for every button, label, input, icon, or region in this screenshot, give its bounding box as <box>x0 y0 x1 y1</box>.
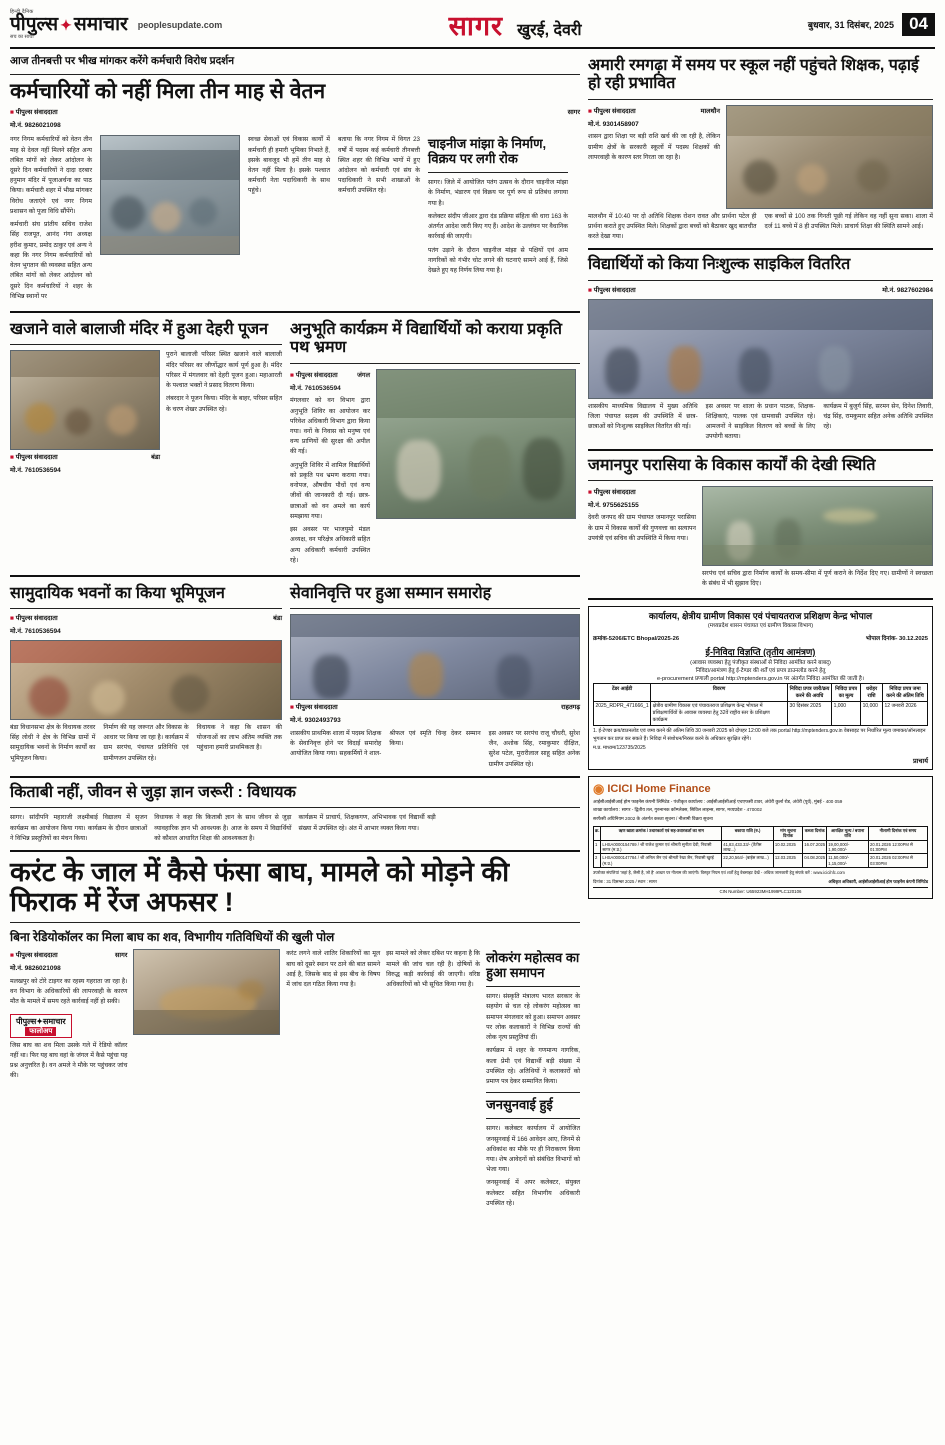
lead-kicker: आज तीनबत्ती पर भीख मांगकर करेंगे कर्मचारी विरोध प्रदर्शन <box>10 55 235 67</box>
jamanapur-story <box>588 457 933 593</box>
paragraph: एक बच्चों से 100 तक गिनती पूछी गई लेकिन वह नहीं सुना सका। शाला में दर्ज 11 बच्चे में 8 ही उपस्थित मिले। प्राचार्य शिक्षा की स्थिति सामने आई। <box>764 212 933 231</box>
page-number: 04 <box>902 13 935 35</box>
byline-location: सागर <box>567 108 580 116</box>
byline-name: पीपुल्स संवाददाता <box>295 704 338 712</box>
masthead-right <box>808 13 935 35</box>
paragraph: स्वच्छ सेवाओं एवं विकास कार्यों में कर्मचारी ही हमारी भूमिका निभाते हैं, इसके बावजूद भी हमें तीन माह से वेतन नहीं मिला है। इसके पश्चात कर्मचारी नेता पदाधिकारी के साथ पहुंचे। <box>248 136 330 195</box>
samman-story <box>290 583 580 770</box>
bullet-icon: ■ <box>10 952 14 960</box>
amari-phone: मो.नं. 9301458907 <box>588 120 639 128</box>
bottom-lead-story <box>10 858 580 1212</box>
paragraph: सागर। संस्कृति मंत्रालय भारत सरकार के सहयोग से चल रहे लोकरंग महोत्सव का समापन मंगलवार को हुआ। समापन अवसर पर लोक कलाकारों ने विभिन्न राज्यों की लोक नृत्य प्रस्तुतियां दीं। <box>486 993 581 1042</box>
star-icon: ✦ <box>60 16 72 33</box>
icici-cin: CIN Number: U65923MH1999PLC120106 <box>593 887 928 894</box>
icici-brand-row <box>593 781 928 797</box>
newspaper-logo <box>10 9 128 40</box>
cell-possession-date: 16.07.2025 <box>803 840 827 854</box>
edition-city: सागर <box>448 11 504 41</box>
paragraph: शासकीय प्राथमिक शाला में पदस्थ शिक्षक के सेवानिवृत्त होने पर विदाई समारोह आयोजित किया गया। सहकर्मियों ने शाल-श्रीफल एवं स्मृति चिन्ह देकर सम्मान किया। <box>290 729 481 758</box>
vidhayak-body <box>10 813 580 844</box>
table-header-row <box>594 826 928 840</box>
paragraph: जनसुनवाई में अपर कलेक्टर, संयुक्त कलेक्टर सहित विभागीय अधिकारी उपस्थित रहे। <box>486 1179 581 1207</box>
icici-date-place: दिनांक : 31 दिसम्बर 2025 / स्थान : सागर <box>593 878 657 884</box>
paragraph: पतंग उड़ाने के दौरान चाइनीज मांझा से पक्षियों एवं आम नागरिकों को गंभीर चोट लगने की घटनाएं सामने आई हैं, जिसे देखते हुए यह निर्णय लिया गया है। <box>428 246 568 275</box>
balaji-headline: खजाने वाले बालाजी मंदिर में हुआ देहरी पूजन <box>10 321 268 339</box>
cell-deposit: 10,000 <box>861 701 883 725</box>
paragraph: मालथौन में 10:40 पर दो अतिथि शिक्षक रोशन रावत और प्रार्थना पटेल ही प्रार्थना कराते हुए उपस्थित मिले। शिक्षकों द्वारा बच्चों को बैठाकर खुद बातचीत करते देखा गया। <box>588 212 757 241</box>
icici-sign-row <box>593 877 928 885</box>
cycle-headline: विद्यार्थियों को किया निःशुल्क साइकिल वितरित <box>588 256 851 274</box>
website-url[interactable]: peoplesupdate.com <box>137 19 223 30</box>
jamanapur-headline: जमानपुर परासिया के विकास कार्यों की देखी स्थिति <box>588 456 876 474</box>
th-possession-date: कब्जा दिनांक <box>803 826 827 840</box>
bullet-icon: ■ <box>290 704 294 712</box>
byline-name: पीपुल्स संवाददाता <box>593 488 636 496</box>
tender-ref-row <box>593 634 928 642</box>
th-price: निविदा प्रपत्र का मूल्य <box>832 684 861 702</box>
paragraph: इस अवसर पर शाला के प्रधान पाठक, शिक्षक-शिक्षिकाएं, पालक एवं ग्रामवासी उपस्थित रहे। आमजनों ने साइकिल वितरण को बच्चों के लिए उपयोगी बताया। <box>705 402 816 441</box>
left-section <box>10 55 580 1212</box>
paragraph: करंट लगने वाले शातिर शिकारियों का मूल बाघ को दूसरे स्थान पर ठाने की बात सामने आई है, जिसके बाद से इस बीच के विषय में जांच दल गठित किया गया है। <box>286 950 381 989</box>
third-row <box>10 583 580 770</box>
manjha-body <box>428 178 568 276</box>
samman-headline: सेवानिवृत्ति पर हुआ सम्मान समारोह <box>290 585 492 603</box>
cell-sr: 1 <box>594 840 601 854</box>
balaji-story <box>10 319 282 569</box>
samman-photo <box>290 614 580 700</box>
amari-photo-wrap <box>726 105 933 209</box>
balaji-phone: मो.नं. 7610536594 <box>10 467 61 475</box>
th-sr: क्र. <box>594 826 601 840</box>
tender-sub3: e-procurement प्रणाली portal http://mptenders.gov.in पर अंतर्गत निविदा आमंत्रित की जाती है। <box>657 675 864 682</box>
tender-title: ई-निविदा विज्ञप्ति (तृतीय आमंत्रण) <box>705 646 816 657</box>
edition-title <box>232 6 798 43</box>
byline-phone: मो.नं. 9827602984 <box>882 286 933 294</box>
anubhuti-story <box>290 319 580 569</box>
tender-note-1: 1. ई-टेण्डर क्रय/डाउनलोड एवं जमा करने की अंतिम तिथि 30 जनवरी 2025 को दोपहर 12:00 बजे तक portal http://mptenders.gov.in वेबसाइट पर निर्धारित मूल्य जमाकर/ऑनलाइन भुगतान कर प्राप्त कर सकते हैं। निविदा में संशोधन/निरस्त करने के अधिकार सुरक्षित रहेंगे। <box>593 728 926 742</box>
th-last-date: निविदा प्रपत्र जमा करने की अंतिम तिथि <box>883 684 928 702</box>
vidhayak-headline: किताबी नहीं, जीवन से जुड़ा ज्ञान जरूरी : विधायक <box>10 783 296 801</box>
byline-name: पीपुल्स संवाददाता <box>593 286 636 294</box>
paragraph: इस अवसर पर सरपंच राजू चौधरी, सुरेश जैन, अशोक सिंह, रमाकुमार दीक्षित, सुरेश पटेल, मुरारीलाल साहू सहित अनेक ग्रामीण उपस्थित रहे। <box>488 729 580 768</box>
byline-location: मालथौन <box>700 107 720 115</box>
tiger-photo <box>133 949 280 1035</box>
logo-tagline-bottom: सच का साथी <box>10 34 34 40</box>
paragraph: कर्मचारी संघ प्रांतीय सचिव राजेश सिंह राजपूत, आनंद गंगा अध्यक्ष हरीश कुमार, प्रमोद ठाकुर एवं अन्य ने कहा कि नगर निगम कर्मचारियों को वेतन भुगतान की व्यवस्था सहित अन्य लंबित मांगों को लेकर आंदोलन को दूसरे दिन कर्मचारियों ने शहर के विभिन्न स्थानों पर <box>10 221 92 300</box>
icici-brand-name: ICICI Home Finance <box>607 782 711 795</box>
paragraph: निर्माण की यह जरूरत और विकास के आधार पर किया जा रहा है। कार्यक्रम में ग्राम सरपंच, पंचायत प्रतिनिधि एवं ग्रामीणजन उपस्थित रहे। <box>103 723 189 762</box>
byline-location: जंगल <box>357 371 370 379</box>
lead-byline <box>10 108 580 118</box>
page-body <box>10 55 935 1212</box>
cycle-byline <box>588 286 933 296</box>
amari-body <box>588 212 933 243</box>
cell-demand-date: 12.03.2025 <box>773 854 802 868</box>
bhumipujan-photo <box>10 640 282 720</box>
bullet-icon: ■ <box>588 107 592 115</box>
paragraph: अनुभूति शिविर में शामिल विद्यार्थियों को प्रकृति पथ भ्रमण कराया गया। वनोपज, औषधीय पौधों एवं वन्य जीवों की जानकारी दी गई। छात्र-छात्राओं को वन अमले का कार्य समझाया गया। <box>290 461 370 520</box>
jamanapur-photo-wrap <box>702 486 933 592</box>
balaji-photo-wrap <box>10 350 160 479</box>
bottom-lead-phone: मो.नं. 9826021098 <box>10 965 61 973</box>
paragraph: बंडा विधानसभा क्षेत्र के विधायक तरवर सिंह लोधी ने क्षेत्र के विभिन्न ग्रामों में सामुदायिक भवनों के निर्माण कार्यों का भूमिपूजन किया। <box>10 723 96 762</box>
lokparv-body <box>486 992 580 1087</box>
tender-advertisement <box>588 606 933 769</box>
right-section <box>588 55 933 1212</box>
cell-demand-date: 10.02.2025 <box>773 840 802 854</box>
logo-tagline-top: हिन्दी दैनिक <box>10 9 34 15</box>
anubhuti-photo <box>376 369 576 519</box>
icici-head-2: शाखा कार्यालय : सागर - द्वितीय तल, गुरुनानक कॉम्प्लेक्स, सिविल लाइन्स, सागर, मध्यप्रदेश - 470002 <box>593 807 762 813</box>
lead-col-2 <box>248 135 330 305</box>
th-account: ऋण खाता क्रमांक / उधारकर्ता एवं सह-उधारकर्ता का नाम <box>601 826 722 840</box>
second-row <box>10 319 580 569</box>
bottom-lead-col-1b <box>10 1041 127 1082</box>
byline-name: पीपुल्स संवाददाता <box>15 952 58 960</box>
tender-signature: प्राचार्य <box>913 757 928 765</box>
cell-outstanding: 41,83,433.33/- (तैतीस लाख...) <box>722 840 774 854</box>
samman-body <box>290 729 580 770</box>
paragraph: शासन द्वारा शिक्षा पर बड़ी राशि खर्च की जा रही है, लेकिन ग्रामीण क्षेत्रों के सरकारी स्कूलों में पदस्थ शिक्षकों की लापरवाही के कारण स्तर गिरता जा रहा है। <box>588 133 720 161</box>
anubhuti-phone: मो.नं. 7610536594 <box>290 384 341 392</box>
paragraph: विधायक ने कहा कि शासन की योजनाओं का लाभ अंतिम व्यक्ति तक पहुंचाना हमारी प्राथमिकता है। <box>196 723 282 752</box>
cell-description: क्षेत्रीय ग्रामीण विकास एवं पंचायतराज प्रशिक्षण केन्द्र भोपाल में प्रशिक्षणार्थियों के आवास व्यवस्था हेतु 32वें राष्ट्रीय स्तर के प्रशिक्षण कार्यक्रम <box>651 701 788 725</box>
balaji-body <box>166 350 282 479</box>
byline-name: पीपुल्स संवाददाता <box>15 108 58 116</box>
tender-date: भोपाल दिनांक- 30.12.2025 <box>865 635 928 642</box>
tiger-photo-wrap <box>133 949 280 1212</box>
byline-location: बंडा <box>151 454 160 462</box>
icici-table <box>593 826 928 869</box>
bhumipujan-headline: सामुदायिक भवनों का किया भूमिपूजन <box>10 585 225 603</box>
amari-headline: अमारी रमगढ़ा में समय पर स्कूल नहीं पहुंचते शिक्षक, पढ़ाई हो रही प्रभावित <box>588 57 919 93</box>
tender-table <box>593 683 928 726</box>
jamanapur-phone: मो.नं. 9755625155 <box>588 501 639 509</box>
jamanapur-col-1 <box>588 513 696 544</box>
paragraph: मलखपुर को टोरे टाइगर का रहस्य गहराता जा रहा है। वन विभाग के अधिकारियों की लापरवाही के कारण मौत के मामले में समय रहते कार्रवाई नहीं हो सकी। <box>10 977 128 1006</box>
amari-photo <box>726 105 933 209</box>
anubhuti-content <box>290 369 580 569</box>
samman-phone: मो.नं. 9302493793 <box>290 717 341 725</box>
th-tender-id: टेंडर आईडी <box>594 684 651 702</box>
cell-reserve-price: 19,00,000/- 1,90,000/- <box>827 840 869 854</box>
icici-authorised-officer: अधिकृत अधिकारी, आईसीआईसीआई होम फाइनेंस कंपनी लिमिटेड <box>828 878 928 884</box>
icici-footer-note: उपरोक्त संपत्तियां 'जहां है, जैसी है, जो है' आधार पर नीलाम की जाएंगी। विस्तृत नियम एवं शर्तों हेतु वेबसाइट देखें - अधिक जानकारी हेतु संपर्क करें : www.icicihfc.com <box>593 870 845 876</box>
amari-col-1 <box>588 132 720 163</box>
paragraph: इस मामले को लेकर दबिश पर कहना है कि मामले की जांच चल रही है। दोषियों के विरुद्ध कड़ी कार्रवाई की जाएगी। वरिष्ठ अधिकारियों को भी सूचित किया गया है। <box>386 950 481 989</box>
th-outstanding: बकाया राशि (रु.) <box>722 826 774 840</box>
cell-tender-id: 2025_RDPR_471666_1 <box>594 701 651 725</box>
anubhuti-headline: अनुभूति कार्यक्रम में विद्यार्थियों को कराया प्रकृति पथ भ्रमण <box>290 321 562 357</box>
icici-logo-icon: ◉ <box>593 780 605 796</box>
bhumipujan-byline <box>10 614 282 624</box>
lead-body-wrap <box>10 135 580 305</box>
bottom-lead-byline <box>10 951 127 961</box>
paragraph: जिस बाघ का शव मिला उसके गले में रेडियो कॉलर नहीं था। फिर यह बाघ वहां के जंगल में कैसे पहुंचा यह प्रश्न अनुत्तरित है। वन अमले ने मौके पर पहुंचकर जांच की। <box>10 1041 128 1080</box>
byline-name: पीपुल्स संवाददाता <box>295 371 338 379</box>
bottom-lead-col-2 <box>286 949 380 1212</box>
paragraph: सागर। जिले में आयोजित पतंग उत्सव के दौरान चाइनीज मांझा के निर्माण, भंडारण एवं विक्रय पर पूर्ण रूप से प्रतिबंध लगाया गया है। <box>428 179 568 207</box>
bottom-lead-headline: करंट के जाल में कैसे फंसा बाघ, मामले को मोड़ने की फिराक में रेंज अफसर ! <box>10 856 510 917</box>
janshunwai-body <box>486 1124 580 1209</box>
th-auction-date: नीलामी दिनांक एवं समय <box>869 826 928 840</box>
paragraph: नगर निगम कर्मचारियों को वेतन तीन माह से देवल नहीं मिलने सहित अन्य लंबित मांगों को लेकर आंदोलन के दूसरे दिन कर्मचारियों ने दादा दरबार हनुमान मंदिर में पूजाअर्चना का पाठ किया। कर्मचारी शहर में भीख मांगकर विरोध जताएंगे एवं नगर निगम प्रशासन को पूजा विधि सौंपेंगे। <box>10 136 92 215</box>
paragraph: पुराने बालाजी परिसर स्थित खजाने वाले बालाजी मंदिर परिसर का जीर्णोद्धार कार्य पूर्ण हुआ है। मंदिर परिसर में मंगलवार को देहरी पूजन हुआ। महाआरती के पश्चात भक्तों ने प्रसाद वितरण किया। <box>166 351 282 390</box>
samman-byline <box>290 703 580 713</box>
stamp-brand: पीपुल्स✦समाचार <box>16 1016 66 1026</box>
paragraph: कलेक्टर संदीप जीआर द्वारा दंड प्रक्रिया संहिता की धारा 163 के अंतर्गत आदेश जारी किए गए हैं। आदेश के उल्लंघन पर वैधानिक कार्रवाई की जाएगी। <box>428 212 568 241</box>
cell-auction-date: 20.01.2026 12:00PM से 01:00PM <box>869 840 928 854</box>
lokparv-headline: लोकरंग महोत्सव का हुआ समापन <box>486 950 580 981</box>
bottom-lead-subhead: बिना रेडियोकॉलर का मिला बाघ का शव, विभागीय गतिविधियों की खुली पोल <box>10 930 335 945</box>
balaji-byline <box>10 453 160 463</box>
masthead <box>10 6 935 49</box>
bottom-lead-content <box>10 949 580 1212</box>
lead-headline: कर्मचारियों को नहीं मिला तीन माह से वेतन <box>10 79 326 103</box>
paragraph: विधायक ने कहा कि किताबी ज्ञान के साथ जीवन से जुड़ा व्यावहारिक ज्ञान भी आवश्यक है। आज के समय में विद्यार्थियों को कौशल आधारित शिक्षा की आवश्यकता है। <box>154 814 292 842</box>
issue-date: बुधवार, 31 दिसंबर, 2025 <box>807 19 895 30</box>
tender-office-line1: कार्यालय, क्षेत्रीय ग्रामीण विकास एवं पंचायतराज प्रशिक्षण केन्द्र भोपाल <box>648 611 873 622</box>
paragraph: सागर। कलेक्टर कार्यालय में आयोजित जनसुनवाई में 166 आवेदन आए, जिनमें से अधिकांश का मौके पर ही निराकरण किया गया। शेष आवेदनों को संबंधित विभागों को भेजा गया। <box>486 1125 581 1174</box>
logo-wordmark <box>10 15 128 34</box>
cell-auction-date: 20.01.2026 02:00PM से 03:00PM <box>869 854 928 868</box>
tender-sub1: (आवास व्यवस्था हेतु पंजीकृत संस्थाओं से निविदा आमंत्रित करने बाबद्) <box>690 659 831 666</box>
bottom-lead-col-3 <box>386 949 480 1212</box>
cycle-story <box>588 256 933 442</box>
cell-possession-date: 04.08.2025 <box>803 854 827 868</box>
jamanapur-photo <box>702 486 933 566</box>
cell-sr: 2 <box>594 854 601 868</box>
bottom-lead-col-1 <box>10 977 127 1008</box>
balaji-content <box>10 350 282 479</box>
stamp-label: फालोअप <box>25 1027 56 1036</box>
bullet-icon: ■ <box>10 454 14 462</box>
tender-note-2: म.प्र. माध्यम/123735/2025 <box>593 745 646 752</box>
icici-head-1: आईसीआईसीआई होम फाइनेंस कंपनी लिमिटेड - पंजीकृत कार्यालय : आईसीआईसीआई एचएफसी टावर, अंधेरी कुर्ला रोड, अंधेरी (पूर्व), मुंबई - 400 059 <box>593 798 843 804</box>
anubhuti-col-1 <box>290 369 370 569</box>
th-reserve-price: आरक्षित मूल्य / बयाना राशि <box>827 826 869 840</box>
tender-office-line2: (मध्यप्रदेश शासन पंचायत एवं ग्रामीण विकास विभाग) <box>707 623 814 630</box>
bhumipujan-phone: मो.नं. 7610536594 <box>10 628 61 636</box>
th-deposit: धरोहर राशि <box>861 684 883 702</box>
paragraph: कार्यक्रम में बुजुर्ग सिंह, सरमन सेन, दिनेश तिवारी, चंद्र सिंह, रामकुमार सहित अनेक अतिथि उपस्थित रहे। <box>823 402 933 431</box>
janshunwai-headline: जनसुनवाई हुई <box>486 1097 553 1113</box>
cell-account: LHSA0000154789 / श्री राजेश कुमार एवं श्रीमती सुनीता देवी, निवासी सागर (म.प्र.) <box>601 840 722 854</box>
icici-advertisement <box>588 776 933 899</box>
bullet-icon: ■ <box>10 108 14 116</box>
followup-stamp <box>10 1014 72 1038</box>
edition-sub-cities: खुरई, देवरी <box>517 22 582 39</box>
paragraph: देवरी जनपद की ग्राम पंचायत जमानपुर परासिया के ग्राम में विकास कार्यों की गुणवत्ता का सत्यापन उपयंत्री एवं सचिव की उपस्थिति में किया गया। <box>588 514 696 542</box>
bottom-lead-left <box>10 949 127 1212</box>
byline-name: पीपुल्स संवाददाता <box>15 615 58 623</box>
icici-head-3: सरफैसी अधिनियम 2002 के अंतर्गत कब्जा सूचना / नीलामी विक्रय सूचना <box>593 815 713 821</box>
byline-name: पीपुल्स संवाददाता <box>15 454 58 462</box>
paragraph: लंबरदार ने पूजन किया। मंदिर के बाहर, परिसर सहित के चरण शेखर उपस्थित रहे। <box>166 395 282 413</box>
amari-byline <box>588 107 720 117</box>
paragraph: शासकीय माध्यमिक विद्यालय में मुख्य अतिथि जिला पंचायत सदस्य की उपस्थिति में छात्र-छात्राओं को निःशुल्क साइकिल वितरित की गई। <box>588 402 698 431</box>
bullet-icon: ■ <box>588 286 592 294</box>
cell-issue-period: 30 दिसंबर 2025 <box>788 701 832 725</box>
lead-col-3 <box>338 135 420 305</box>
table-row <box>594 854 928 868</box>
lead-photo-wrap <box>100 135 240 305</box>
th-description: विवरण <box>651 684 788 702</box>
lead-col-1 <box>10 135 92 305</box>
jamanapur-top <box>588 486 933 592</box>
lokparv-story <box>486 949 580 1212</box>
manjha-headline: चाइनीज मांझा के निर्माण, विक्रय पर लगी रोक <box>428 136 547 167</box>
paragraph: कार्यक्रम में प्राचार्य, शिक्षकगण, अभिभावक एवं विद्यार्थी बड़ी संख्या में उपस्थित रहे। अंत में आभार व्यक्त किया गया। <box>298 814 436 832</box>
th-issue-period: निविदा प्रपत्र जारी/क्रय करने की अवधि <box>788 684 832 702</box>
vidhayak-story <box>10 784 580 844</box>
byline-location: बंडा <box>273 615 282 623</box>
cycle-photo <box>588 299 933 399</box>
lead-phone: मो.नं. 9826021098 <box>10 121 61 129</box>
paragraph: कार्यक्रम में शहर के गणमान्य नागरिक, कला प्रेमी एवं विद्यार्थी बड़ी संख्या में उपस्थित रहे। अतिथियों ने कलाकारों को प्रमाण पत्र देकर सम्मानित किया। <box>486 1047 581 1086</box>
jamanapur-left <box>588 486 696 592</box>
lead-story <box>10 55 580 133</box>
jamanapur-col-2 <box>702 569 933 589</box>
bullet-icon: ■ <box>10 615 14 623</box>
paragraph: सागर। सांदीपनि महाराजी लक्ष्मीबाई विद्यालय में सृजन कार्यक्रम का आयोजन किया गया। कार्यक्रम के दौरान छात्राओं ने विभिन्न प्रस्तुतियों का मंचन किया। <box>10 814 148 842</box>
bullet-icon: ■ <box>290 371 294 379</box>
table-row <box>594 701 928 725</box>
amari-top <box>588 105 933 209</box>
jamanapur-byline <box>588 488 696 498</box>
cell-outstanding: 22,20,564/- (बाईस लाख...) <box>722 854 774 868</box>
chinese-manjha-story <box>428 135 568 305</box>
cycle-body <box>588 402 933 443</box>
balaji-photo <box>10 350 160 450</box>
amari-byline-wrap <box>588 105 720 209</box>
cell-account: LHSA0000147784 / श्री अनिल जैन एवं श्रीमती रेखा जैन, निवासी खुरई (म.प्र.) <box>601 854 722 868</box>
table-row <box>594 840 928 854</box>
anubhuti-byline <box>290 371 370 381</box>
byline-name: पीपुल्स संवाददाता <box>593 107 636 115</box>
paragraph: मंगलवार को वन विभाग द्वारा अनुभूति शिविर का आयोजन कर परिवेश अधिकारी विभाग द्वारा किया गया। वनों के निवास को मनुष्य एवं वन्य प्राणियों की सुरक्षा की अपील की गई। <box>290 397 370 456</box>
cell-price: 1,000 <box>832 701 861 725</box>
th-demand-date: मांग सूचना दिनांक <box>773 826 802 840</box>
byline-location: सागर <box>115 952 128 960</box>
cell-last-date: 12 जनवरी 2026 <box>883 701 928 725</box>
bhumipujan-body <box>10 723 282 764</box>
lead-photo <box>100 135 240 255</box>
logo-word-1: पीपुल्स <box>10 14 59 35</box>
anubhuti-photo-wrap <box>376 369 576 569</box>
bhumipujan-story <box>10 583 282 770</box>
paragraph: सरपंच एवं सचिव द्वारा निर्माण कार्यों के समय-सीमा में पूर्ण कराने के निर्देश दिए गए। ग्रामीणों ने स्वच्छता के संबंध में भी सुझाव दिए। <box>702 569 933 588</box>
bullet-icon: ■ <box>588 488 592 496</box>
logo-word-2: समाचार <box>73 14 128 35</box>
tender-crmank: क्रमांक-5206/ETC Bhopal/2025-26 <box>593 635 680 642</box>
byline-location: राहतगढ़ <box>561 704 580 712</box>
table-header-row <box>594 684 928 702</box>
cell-reserve-price: 11,50,000/- 1,15,000/- <box>827 854 869 868</box>
paragraph: बताया कि नगर निगम में विगत 23 वर्षों में पदस्थ कई कर्मचारी तीनबत्ती स्थित शहर की विभिन्न भागों में हुए आंदोलन को कर्मचारी एवं संघ के पदाधिकारी ने सभी शाखाओं के कर्मचारी उपस्थित रहे। <box>338 136 420 195</box>
tender-sub2: निविदा/आमंत्रण हेतु ई-टेण्डर की शर्तें एवं प्रपत्र डाउनलोड करने हेतु <box>695 667 826 674</box>
paragraph: इस अवसर पर भाजयुमो मंडल अध्यक्ष, वन परिक्षेत्र अधिकारी सहित अन्य अधिकारी कर्मचारी उपस्थित रहे। <box>290 526 370 564</box>
